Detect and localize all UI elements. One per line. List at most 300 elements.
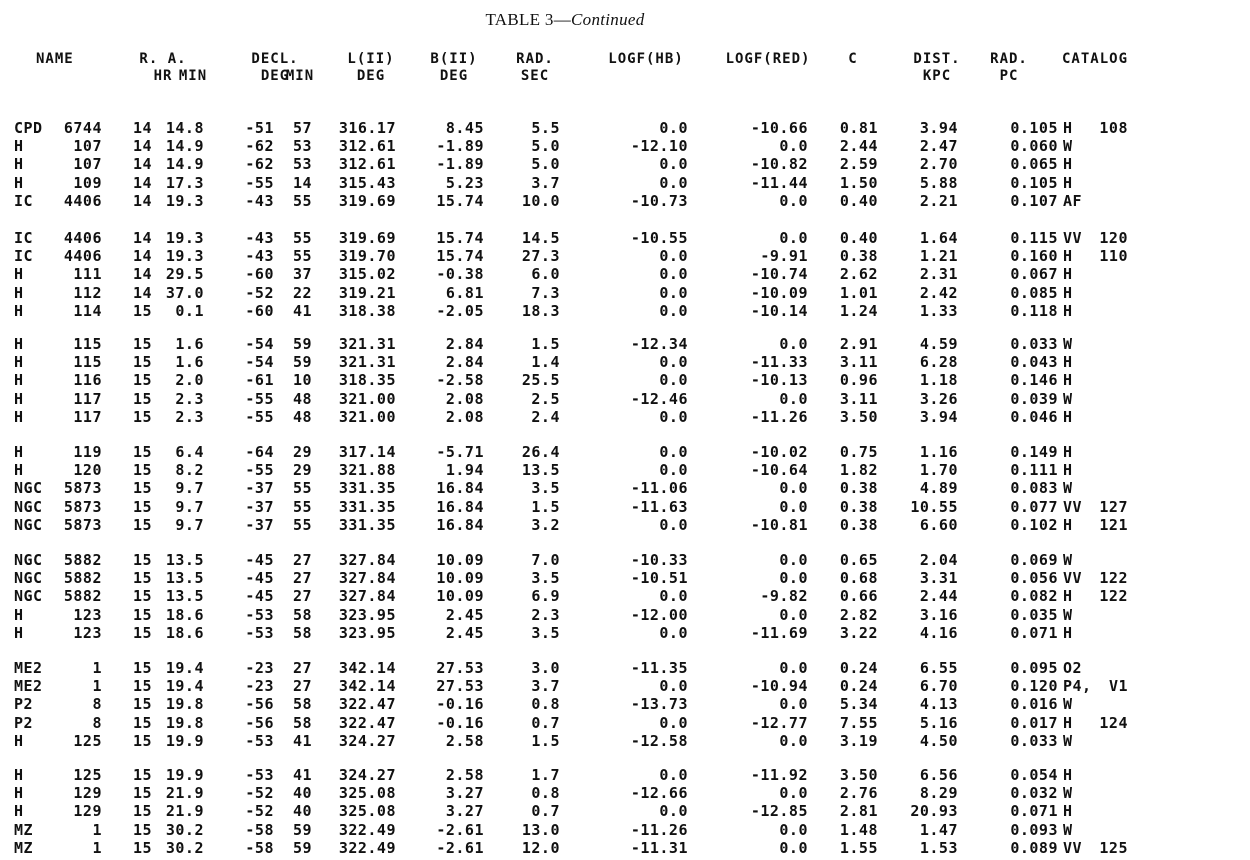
cell-logf-hb: 0.0 [659,766,688,784]
cell-logf-red: 0.0 [779,784,808,803]
cell-decl-min: 55 [292,247,312,266]
cell-decl-deg: -55 [245,407,274,426]
cell-rad-pc: 0.067 [1010,265,1058,284]
cell-name-number: 4406 [63,191,102,210]
cell-ra-hr: 15 [132,766,152,784]
cell-l-ii: 315.43 [338,173,396,192]
cell-ra-hr: 15 [132,353,152,372]
cell-logf-hb: -12.10 [630,137,688,156]
cell-rad-sec: 1.5 [531,497,560,516]
cell-rad-sec: 10.0 [521,191,560,210]
cell-ra-hr: 15 [132,515,152,534]
cell-ra-min: 0.1 [175,301,204,320]
cell-name-prefix: MZ [14,820,34,839]
cell-l-ii: 317.14 [338,443,396,461]
cell-logf-hb: 0.0 [659,407,688,426]
cell-logf-hb: 0.0 [659,155,688,174]
cell-name-prefix: IC [14,191,34,210]
cell-name-number: 129 [73,784,102,803]
cell-logf-hb: 0.0 [659,247,688,266]
cell-l-ii: 322.49 [338,838,396,857]
cell-decl-min: 40 [292,802,312,821]
cell-c-value: 3.50 [839,766,878,784]
cell-ra-min: 9.7 [175,497,204,516]
cell-catalog: H [1063,461,1073,480]
cell-logf-red: -9.91 [760,247,808,266]
cell-ra-min: 14.9 [165,155,204,174]
cell-decl-min: 55 [292,515,312,534]
cell-logf-red: 0.0 [779,731,808,750]
cell-logf-red: 0.0 [779,838,808,857]
cell-decl-min: 37 [292,265,312,284]
cell-decl-deg: -23 [245,677,274,696]
cell-logf-red: -12.77 [750,713,808,732]
cell-l-ii: 322.49 [338,820,396,839]
cell-decl-deg: -55 [245,389,274,408]
column-header: RAD. [990,51,1028,67]
cell-dist-kpc: 3.94 [919,407,958,426]
cell-name-number: 129 [73,802,102,821]
cell-name-prefix: IC [14,229,34,247]
cell-ra-min: 2.0 [175,371,204,390]
cell-catalog-number: 122 [1099,569,1128,588]
cell-dist-kpc: 1.64 [919,229,958,247]
cell-name-prefix: NGC [14,497,43,516]
cell-decl-min: 59 [292,838,312,857]
cell-c-value: 0.81 [839,119,878,137]
cell-decl-deg: -64 [245,443,274,461]
cell-rad-pc: 0.105 [1010,173,1058,192]
cell-catalog: H [1063,766,1073,784]
cell-rad-pc: 0.060 [1010,137,1058,156]
cell-decl-min: 57 [292,119,312,137]
cell-c-value: 3.11 [839,353,878,372]
cell-name-number: 5873 [63,497,102,516]
cell-decl-deg: -53 [245,605,274,624]
cell-logf-hb: 0.0 [659,587,688,606]
cell-name-prefix: NGC [14,479,43,498]
cell-ra-hr: 14 [132,173,152,192]
cell-rad-pc: 0.149 [1010,443,1058,461]
cell-ra-hr: 15 [132,820,152,839]
cell-ra-hr: 15 [132,784,152,803]
cell-name-number: 1 [92,659,102,677]
cell-b-ii: 3.27 [445,784,484,803]
cell-ra-min: 37.0 [165,283,204,302]
cell-decl-min: 55 [292,497,312,516]
cell-name-prefix: H [14,731,24,750]
cell-decl-min: 41 [292,766,312,784]
cell-decl-min: 48 [292,389,312,408]
cell-logf-red: 0.0 [779,479,808,498]
cell-decl-min: 41 [292,731,312,750]
cell-catalog: W [1063,335,1073,353]
cell-ra-min: 19.3 [165,247,204,266]
cell-decl-min: 27 [292,677,312,696]
cell-dist-kpc: 4.50 [919,731,958,750]
cell-dist-kpc: 6.55 [919,659,958,677]
cell-decl-deg: -45 [245,569,274,588]
cell-name-prefix: ME2 [14,677,43,696]
cell-decl-deg: -37 [245,479,274,498]
cell-name-prefix: H [14,407,24,426]
cell-logf-hb: -12.00 [630,605,688,624]
cell-ra-hr: 15 [132,301,152,320]
cell-rad-sec: 27.3 [521,247,560,266]
cell-l-ii: 331.35 [338,515,396,534]
cell-decl-deg: -43 [245,191,274,210]
cell-ra-hr: 15 [132,569,152,588]
cell-catalog-number: 121 [1099,515,1128,534]
cell-l-ii: 324.27 [338,766,396,784]
cell-c-value: 2.44 [839,137,878,156]
cell-name-prefix: NGC [14,587,43,606]
cell-logf-hb: -10.51 [630,569,688,588]
cell-decl-deg: -43 [245,229,274,247]
cell-dist-kpc: 3.94 [919,119,958,137]
cell-b-ii: 10.09 [436,569,484,588]
cell-name-number: 5873 [63,479,102,498]
cell-logf-red: -11.92 [750,766,808,784]
cell-decl-min: 40 [292,784,312,803]
cell-b-ii: 16.84 [436,479,484,498]
cell-name-number: 107 [73,137,102,156]
cell-ra-min: 13.5 [165,551,204,569]
cell-ra-hr: 14 [132,229,152,247]
cell-name-prefix: H [14,283,24,302]
cell-dist-kpc: 2.42 [919,283,958,302]
cell-name-number: 8 [92,713,102,732]
cell-l-ii: 325.08 [338,802,396,821]
cell-ra-hr: 15 [132,587,152,606]
cell-name-number: 119 [73,443,102,461]
cell-l-ii: 321.31 [338,335,396,353]
cell-c-value: 2.59 [839,155,878,174]
cell-ra-min: 6.4 [175,443,204,461]
cell-c-value: 0.40 [839,191,878,210]
cell-ra-min: 19.9 [165,766,204,784]
table-title-continued: Continued [571,10,645,29]
cell-catalog-number: 120 [1099,229,1128,247]
cell-dist-kpc: 6.60 [919,515,958,534]
cell-catalog-number: 108 [1099,119,1128,137]
cell-l-ii: 321.31 [338,353,396,372]
cell-decl-min: 53 [292,137,312,156]
cell-name-number: 5873 [63,515,102,534]
cell-l-ii: 321.88 [338,461,396,480]
cell-c-value: 1.55 [839,838,878,857]
cell-logf-hb: 0.0 [659,677,688,696]
cell-decl-deg: -56 [245,695,274,714]
cell-catalog-number: 127 [1099,497,1128,516]
cell-name-prefix: H [14,371,24,390]
cell-dist-kpc: 5.88 [919,173,958,192]
cell-rad-sec: 7.0 [531,551,560,569]
cell-logf-hb: 0.0 [659,265,688,284]
cell-decl-deg: -60 [245,265,274,284]
cell-c-value: 0.24 [839,677,878,696]
cell-logf-red: -9.82 [760,587,808,606]
cell-rad-pc: 0.065 [1010,155,1058,174]
cell-name-number: 1 [92,677,102,696]
cell-name-number: 115 [73,353,102,372]
cell-rad-pc: 0.069 [1010,551,1058,569]
column-header: LOGF(RED) [725,51,811,67]
cell-name-prefix: H [14,301,24,320]
cell-dist-kpc: 1.18 [919,371,958,390]
cell-logf-red: -10.02 [750,443,808,461]
cell-rad-pc: 0.017 [1010,713,1058,732]
cell-b-ii: 10.09 [436,587,484,606]
cell-decl-deg: -53 [245,731,274,750]
cell-logf-red: -11.44 [750,173,808,192]
cell-logf-hb: 0.0 [659,371,688,390]
cell-ra-min: 30.2 [165,838,204,857]
cell-catalog: P4, [1063,677,1092,696]
cell-decl-deg: -37 [245,515,274,534]
cell-logf-red: -10.74 [750,265,808,284]
cell-decl-min: 27 [292,551,312,569]
cell-ra-hr: 15 [132,335,152,353]
cell-catalog: VV [1063,497,1083,516]
cell-logf-hb: 0.0 [659,443,688,461]
cell-rad-sec: 2.5 [531,389,560,408]
cell-logf-red: -11.69 [750,623,808,642]
cell-dist-kpc: 4.89 [919,479,958,498]
cell-catalog: H [1063,155,1073,174]
cell-decl-min: 29 [292,461,312,480]
cell-decl-min: 55 [292,479,312,498]
cell-decl-deg: -55 [245,461,274,480]
cell-logf-red: 0.0 [779,191,808,210]
cell-name-prefix: H [14,605,24,624]
cell-b-ii: 16.84 [436,515,484,534]
cell-dist-kpc: 3.26 [919,389,958,408]
cell-ra-hr: 15 [132,677,152,696]
cell-logf-hb: 0.0 [659,461,688,480]
cell-name-prefix: IC [14,247,34,266]
column-header: R. A. [139,51,187,67]
cell-rad-sec: 13.5 [521,461,560,480]
cell-l-ii: 342.14 [338,677,396,696]
cell-decl-min: 27 [292,569,312,588]
cell-logf-red: 0.0 [779,659,808,677]
cell-c-value: 0.65 [839,551,878,569]
cell-ra-min: 14.9 [165,137,204,156]
cell-logf-hb: -12.34 [630,335,688,353]
cell-catalog: W [1063,695,1073,714]
cell-rad-pc: 0.115 [1010,229,1058,247]
cell-b-ii: 5.23 [445,173,484,192]
cell-name-number: 120 [73,461,102,480]
cell-logf-hb: -11.06 [630,479,688,498]
cell-dist-kpc: 1.70 [919,461,958,480]
cell-rad-sec: 0.8 [531,784,560,803]
cell-logf-hb: 0.0 [659,623,688,642]
cell-ra-min: 19.8 [165,695,204,714]
cell-catalog: O2 [1063,659,1083,677]
cell-name-prefix: CPD [14,119,43,137]
column-header: KPC [922,68,952,84]
column-header: DEG [260,68,290,84]
cell-logf-hb: -12.66 [630,784,688,803]
cell-l-ii: 312.61 [338,137,396,156]
cell-decl-deg: -23 [245,659,274,677]
cell-ra-hr: 14 [132,265,152,284]
cell-name-number: 125 [73,766,102,784]
cell-catalog-number: 110 [1099,247,1128,266]
cell-rad-pc: 0.089 [1010,838,1058,857]
cell-c-value: 0.66 [839,587,878,606]
cell-rad-pc: 0.035 [1010,605,1058,624]
cell-dist-kpc: 4.59 [919,335,958,353]
cell-dist-kpc: 4.16 [919,623,958,642]
cell-c-value: 7.55 [839,713,878,732]
cell-decl-min: 58 [292,695,312,714]
cell-rad-sec: 3.5 [531,479,560,498]
cell-decl-deg: -54 [245,353,274,372]
cell-ra-min: 19.3 [165,191,204,210]
cell-rad-sec: 3.5 [531,569,560,588]
cell-c-value: 5.34 [839,695,878,714]
cell-c-value: 2.91 [839,335,878,353]
cell-rad-sec: 3.7 [531,173,560,192]
cell-decl-min: 27 [292,659,312,677]
cell-rad-sec: 0.7 [531,713,560,732]
cell-dist-kpc: 6.28 [919,353,958,372]
cell-ra-hr: 15 [132,838,152,857]
cell-decl-deg: -45 [245,551,274,569]
cell-decl-min: 59 [292,353,312,372]
cell-l-ii: 318.35 [338,371,396,390]
cell-ra-min: 18.6 [165,605,204,624]
cell-decl-min: 22 [292,283,312,302]
cell-ra-hr: 15 [132,479,152,498]
cell-ra-min: 2.3 [175,407,204,426]
cell-c-value: 2.62 [839,265,878,284]
cell-l-ii: 324.27 [338,731,396,750]
cell-logf-red: -10.82 [750,155,808,174]
cell-rad-sec: 14.5 [521,229,560,247]
cell-rad-sec: 5.0 [531,137,560,156]
cell-name-prefix: H [14,766,24,784]
cell-ra-min: 29.5 [165,265,204,284]
cell-rad-sec: 0.7 [531,802,560,821]
cell-rad-sec: 3.2 [531,515,560,534]
cell-logf-red: 0.0 [779,605,808,624]
cell-catalog: H [1063,283,1073,302]
cell-l-ii: 331.35 [338,497,396,516]
cell-rad-pc: 0.033 [1010,335,1058,353]
cell-catalog: H [1063,301,1073,320]
cell-l-ii: 331.35 [338,479,396,498]
cell-decl-min: 10 [292,371,312,390]
cell-ra-min: 13.5 [165,587,204,606]
cell-catalog: VV [1063,569,1083,588]
cell-catalog: W [1063,784,1073,803]
cell-decl-min: 48 [292,407,312,426]
cell-ra-min: 13.5 [165,569,204,588]
cell-dist-kpc: 2.31 [919,265,958,284]
cell-dist-kpc: 2.21 [919,191,958,210]
cell-ra-min: 1.6 [175,335,204,353]
cell-rad-pc: 0.077 [1010,497,1058,516]
cell-l-ii: 321.00 [338,389,396,408]
cell-b-ii: -2.61 [436,838,484,857]
cell-dist-kpc: 8.29 [919,784,958,803]
cell-l-ii: 319.70 [338,247,396,266]
cell-rad-sec: 12.0 [521,838,560,857]
cell-catalog: W [1063,551,1073,569]
cell-ra-hr: 15 [132,371,152,390]
cell-name-prefix: ME2 [14,659,43,677]
cell-l-ii: 323.95 [338,605,396,624]
cell-name-number: 112 [73,283,102,302]
cell-decl-min: 59 [292,820,312,839]
cell-c-value: 2.82 [839,605,878,624]
cell-b-ii: 15.74 [436,229,484,247]
cell-catalog: W [1063,605,1073,624]
cell-dist-kpc: 1.21 [919,247,958,266]
cell-logf-red: 0.0 [779,389,808,408]
cell-rad-sec: 6.9 [531,587,560,606]
cell-b-ii: -5.71 [436,443,484,461]
cell-ra-hr: 15 [132,443,152,461]
cell-ra-hr: 15 [132,659,152,677]
cell-rad-sec: 2.3 [531,605,560,624]
cell-logf-red: -12.85 [750,802,808,821]
cell-rad-pc: 0.083 [1010,479,1058,498]
cell-c-value: 2.76 [839,784,878,803]
cell-catalog: H [1063,587,1073,606]
cell-ra-min: 2.3 [175,389,204,408]
cell-logf-hb: -11.31 [630,838,688,857]
cell-name-prefix: NGC [14,569,43,588]
cell-rad-pc: 0.118 [1010,301,1058,320]
cell-rad-pc: 0.107 [1010,191,1058,210]
cell-logf-hb: 0.0 [659,353,688,372]
column-header: B(II) [430,51,478,67]
cell-ra-hr: 14 [132,137,152,156]
cell-l-ii: 327.84 [338,569,396,588]
cell-name-number: 114 [73,301,102,320]
cell-logf-red: -10.94 [750,677,808,696]
cell-l-ii: 319.21 [338,283,396,302]
cell-decl-deg: -62 [245,155,274,174]
cell-catalog: H [1063,119,1073,137]
cell-dist-kpc: 2.04 [919,551,958,569]
cell-ra-hr: 15 [132,551,152,569]
cell-decl-deg: -43 [245,247,274,266]
cell-c-value: 0.24 [839,659,878,677]
cell-l-ii: 342.14 [338,659,396,677]
cell-name-prefix: H [14,335,24,353]
cell-name-prefix: H [14,389,24,408]
cell-ra-min: 19.3 [165,229,204,247]
cell-ra-min: 18.6 [165,623,204,642]
cell-rad-pc: 0.033 [1010,731,1058,750]
cell-ra-hr: 15 [132,497,152,516]
cell-rad-pc: 0.093 [1010,820,1058,839]
cell-dist-kpc: 2.47 [919,137,958,156]
cell-b-ii: -0.16 [436,695,484,714]
cell-catalog: H [1063,353,1073,372]
cell-rad-sec: 0.8 [531,695,560,714]
cell-logf-red: -10.14 [750,301,808,320]
cell-decl-deg: -62 [245,137,274,156]
column-header: DEG [356,68,386,84]
cell-b-ii: 8.45 [445,119,484,137]
